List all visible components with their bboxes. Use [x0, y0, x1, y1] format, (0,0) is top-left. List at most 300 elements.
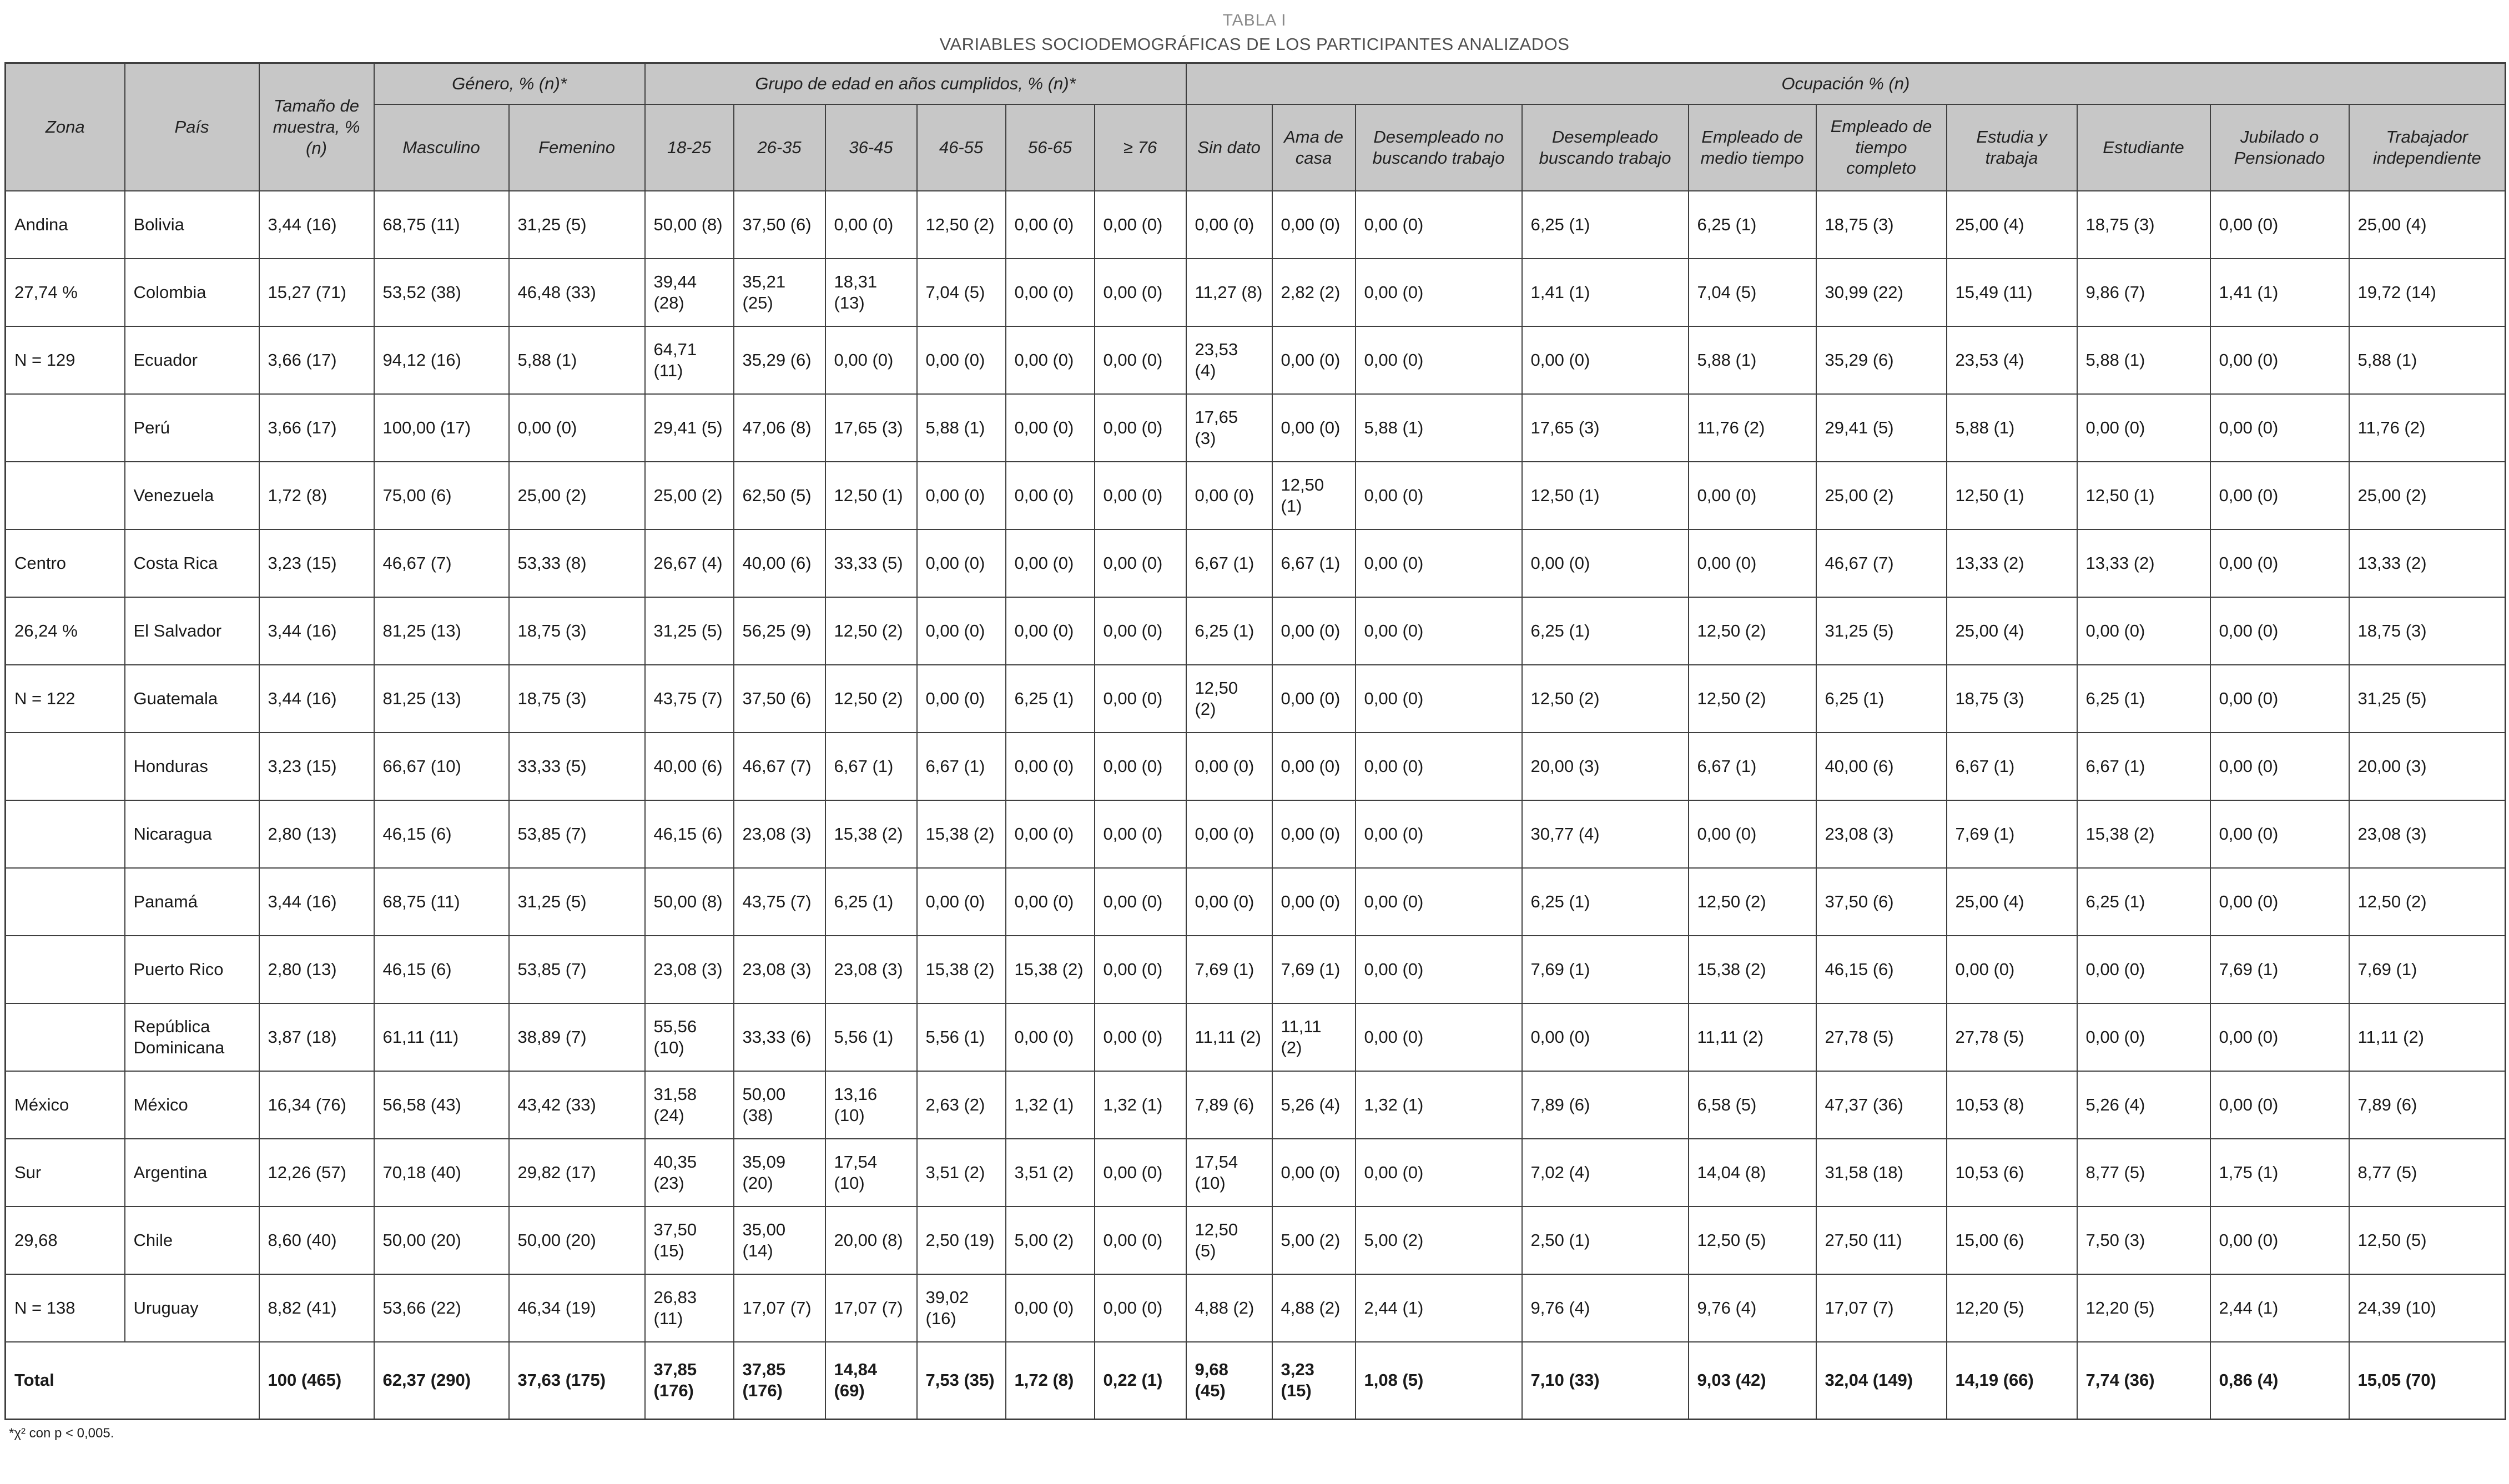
- value-cell: 3,87 (18): [259, 1003, 374, 1071]
- value-cell: 0,00 (0): [1095, 1274, 1186, 1342]
- value-cell: 0,00 (0): [1947, 936, 2077, 1003]
- value-cell: 17,07 (7): [825, 1274, 917, 1342]
- value-cell: 5,00 (2): [1006, 1207, 1095, 1274]
- value-cell: 23,53 (4): [1947, 326, 2077, 394]
- value-cell: 7,50 (3): [2077, 1207, 2210, 1274]
- sociodemographic-table: [4, 62, 2506, 1420]
- value-cell: 18,75 (3): [1816, 191, 1947, 259]
- value-cell: 17,07 (7): [734, 1274, 825, 1342]
- value-cell: 0,00 (0): [1095, 597, 1186, 665]
- value-cell: 25,00 (2): [2349, 462, 2506, 529]
- country-row: [6, 1274, 2506, 1342]
- value-cell: 12,50 (2): [1689, 665, 1816, 733]
- value-cell: 0,00 (0): [1095, 462, 1186, 529]
- value-cell: 3,51 (2): [917, 1139, 1006, 1207]
- value-cell: 38,89 (7): [509, 1003, 645, 1071]
- value-cell: 37,50 (15): [645, 1207, 734, 1274]
- value-cell: 0,00 (0): [917, 868, 1006, 936]
- value-cell: 2,44 (1): [1356, 1274, 1522, 1342]
- value-cell: 7,04 (5): [917, 259, 1006, 326]
- value-cell: 5,00 (2): [1356, 1207, 1522, 1274]
- value-cell: 23,08 (3): [734, 936, 825, 1003]
- col-header-edad-56-65: 56-65: [1006, 104, 1095, 191]
- total-value-cell: 1,08 (5): [1356, 1342, 1522, 1420]
- value-cell: 18,75 (3): [1947, 665, 2077, 733]
- value-cell: 75,00 (6): [374, 462, 509, 529]
- pais-cell: Chile: [125, 1207, 259, 1274]
- value-cell: 0,00 (0): [1006, 1274, 1095, 1342]
- value-cell: 40,35 (23): [645, 1139, 734, 1207]
- value-cell: 25,00 (4): [1947, 868, 2077, 936]
- value-cell: 25,00 (4): [1947, 191, 2077, 259]
- value-cell: 18,75 (3): [509, 597, 645, 665]
- value-cell: 9,76 (4): [1522, 1274, 1689, 1342]
- value-cell: 43,75 (7): [645, 665, 734, 733]
- value-cell: 20,00 (8): [825, 1207, 917, 1274]
- total-value-cell: 0,86 (4): [2210, 1342, 2349, 1420]
- total-value-cell: 32,04 (149): [1816, 1342, 1947, 1420]
- zona-cell: [6, 733, 125, 800]
- value-cell: 46,48 (33): [509, 259, 645, 326]
- value-cell: 31,25 (5): [509, 191, 645, 259]
- col-header-pais: País: [125, 63, 259, 191]
- total-value-cell: 0,22 (1): [1095, 1342, 1186, 1420]
- col-header-tamano: Tamaño de muestra, % (n): [259, 63, 374, 191]
- value-cell: 1,32 (1): [1356, 1071, 1522, 1139]
- value-cell: 64,71 (11): [645, 326, 734, 394]
- value-cell: 0,00 (0): [1006, 394, 1095, 462]
- value-cell: 0,00 (0): [2077, 1003, 2210, 1071]
- value-cell: 13,33 (2): [2349, 529, 2506, 597]
- value-cell: 0,00 (0): [2210, 597, 2349, 665]
- value-cell: 17,54 (10): [1186, 1139, 1272, 1207]
- pais-cell: Ecuador: [125, 326, 259, 394]
- value-cell: 6,67 (1): [1272, 529, 1356, 597]
- pais-cell: Puerto Rico: [125, 936, 259, 1003]
- value-cell: 46,67 (7): [734, 733, 825, 800]
- value-cell: 37,50 (6): [1816, 868, 1947, 936]
- value-cell: 6,25 (1): [1816, 665, 1947, 733]
- pais-cell: Uruguay: [125, 1274, 259, 1342]
- value-cell: 1,32 (1): [1095, 1071, 1186, 1139]
- value-cell: 12,26 (57): [259, 1139, 374, 1207]
- value-cell: 12,50 (1): [1947, 462, 2077, 529]
- value-cell: 29,82 (17): [509, 1139, 645, 1207]
- value-cell: 15,00 (6): [1947, 1207, 2077, 1274]
- value-cell: 25,00 (2): [1816, 462, 1947, 529]
- value-cell: 39,44 (28): [645, 259, 734, 326]
- value-cell: 0,00 (0): [1272, 733, 1356, 800]
- value-cell: 0,00 (0): [917, 529, 1006, 597]
- col-header-ama-de-casa: Ama de casa: [1272, 104, 1356, 191]
- value-cell: 40,00 (6): [1816, 733, 1947, 800]
- value-cell: 43,75 (7): [734, 868, 825, 936]
- value-cell: 35,09 (20): [734, 1139, 825, 1207]
- value-cell: 0,00 (0): [1689, 462, 1816, 529]
- col-header-empleado-medio-tiempo: Empleado de medio tiempo: [1689, 104, 1816, 191]
- value-cell: 5,88 (1): [917, 394, 1006, 462]
- value-cell: 12,50 (1): [1522, 462, 1689, 529]
- value-cell: 7,69 (1): [1272, 936, 1356, 1003]
- value-cell: 7,69 (1): [1522, 936, 1689, 1003]
- value-cell: 30,99 (22): [1816, 259, 1947, 326]
- value-cell: 23,08 (3): [825, 936, 917, 1003]
- value-cell: 17,65 (3): [825, 394, 917, 462]
- value-cell: 0,00 (0): [917, 665, 1006, 733]
- value-cell: 20,00 (3): [1522, 733, 1689, 800]
- value-cell: 12,20 (5): [1947, 1274, 2077, 1342]
- value-cell: 7,69 (1): [2210, 936, 2349, 1003]
- value-cell: 0,00 (0): [2210, 326, 2349, 394]
- value-cell: 0,00 (0): [1095, 868, 1186, 936]
- value-cell: 15,49 (11): [1947, 259, 2077, 326]
- col-header-jubilado: Jubilado o Pensionado: [2210, 104, 2349, 191]
- value-cell: 12,50 (2): [2349, 868, 2506, 936]
- total-value-cell: 9,03 (42): [1689, 1342, 1816, 1420]
- value-cell: 6,25 (1): [1006, 665, 1095, 733]
- value-cell: 46,67 (7): [1816, 529, 1947, 597]
- value-cell: 12,50 (2): [825, 597, 917, 665]
- col-group-genero: Género, % (n)*: [374, 63, 645, 104]
- value-cell: 2,50 (19): [917, 1207, 1006, 1274]
- col-header-desempleado-no-buscando: Desempleado no buscando trabajo: [1356, 104, 1522, 191]
- zona-cell: N = 129: [6, 326, 125, 394]
- value-cell: 31,25 (5): [2349, 665, 2506, 733]
- value-cell: 7,04 (5): [1689, 259, 1816, 326]
- value-cell: 17,65 (3): [1186, 394, 1272, 462]
- zona-cell: Andina: [6, 191, 125, 259]
- value-cell: 5,88 (1): [2077, 326, 2210, 394]
- value-cell: 26,67 (4): [645, 529, 734, 597]
- value-cell: 18,75 (3): [509, 665, 645, 733]
- value-cell: 0,00 (0): [1006, 733, 1095, 800]
- total-value-cell: 15,05 (70): [2349, 1342, 2506, 1420]
- value-cell: 13,16 (10): [825, 1071, 917, 1139]
- value-cell: 50,00 (20): [509, 1207, 645, 1274]
- value-cell: 0,00 (0): [1095, 394, 1186, 462]
- country-row: [6, 529, 2506, 597]
- value-cell: 0,00 (0): [1095, 936, 1186, 1003]
- value-cell: 11,11 (2): [2349, 1003, 2506, 1071]
- value-cell: 23,08 (3): [645, 936, 734, 1003]
- col-header-edad-18-25: 18-25: [645, 104, 734, 191]
- pais-cell: Panamá: [125, 868, 259, 936]
- value-cell: 25,00 (4): [1947, 597, 2077, 665]
- country-row: [6, 733, 2506, 800]
- col-header-trabajador-independiente: Trabajador independiente: [2349, 104, 2506, 191]
- value-cell: 0,00 (0): [917, 597, 1006, 665]
- value-cell: 0,00 (0): [1006, 191, 1095, 259]
- table-body: [6, 191, 2506, 1420]
- value-cell: 0,00 (0): [1356, 1139, 1522, 1207]
- col-header-edad-36-45: 36-45: [825, 104, 917, 191]
- value-cell: 35,21 (25): [734, 259, 825, 326]
- value-cell: 0,00 (0): [1095, 1207, 1186, 1274]
- value-cell: 0,00 (0): [2210, 733, 2349, 800]
- value-cell: 31,25 (5): [645, 597, 734, 665]
- zona-cell: 26,24 %: [6, 597, 125, 665]
- value-cell: 0,00 (0): [1356, 1003, 1522, 1071]
- value-cell: 6,67 (1): [2077, 733, 2210, 800]
- value-cell: 0,00 (0): [1356, 665, 1522, 733]
- value-cell: 17,65 (3): [1522, 394, 1689, 462]
- pais-cell: Bolivia: [125, 191, 259, 259]
- value-cell: 4,88 (2): [1272, 1274, 1356, 1342]
- value-cell: 5,56 (1): [825, 1003, 917, 1071]
- value-cell: 53,52 (38): [374, 259, 509, 326]
- value-cell: 0,00 (0): [1356, 868, 1522, 936]
- value-cell: 0,00 (0): [917, 462, 1006, 529]
- value-cell: 4,88 (2): [1186, 1274, 1272, 1342]
- value-cell: 100,00 (17): [374, 394, 509, 462]
- value-cell: 3,51 (2): [1006, 1139, 1095, 1207]
- value-cell: 0,00 (0): [1356, 733, 1522, 800]
- pais-cell: México: [125, 1071, 259, 1139]
- value-cell: 0,00 (0): [509, 394, 645, 462]
- value-cell: 7,89 (6): [2349, 1071, 2506, 1139]
- value-cell: 53,85 (7): [509, 936, 645, 1003]
- zona-cell: [6, 462, 125, 529]
- value-cell: 0,00 (0): [2210, 462, 2349, 529]
- total-label: Total: [6, 1342, 259, 1420]
- value-cell: 0,00 (0): [1006, 800, 1095, 868]
- value-cell: 94,12 (16): [374, 326, 509, 394]
- value-cell: 61,11 (11): [374, 1003, 509, 1071]
- value-cell: 23,08 (3): [734, 800, 825, 868]
- total-value-cell: 7,10 (33): [1522, 1342, 1689, 1420]
- country-row: [6, 394, 2506, 462]
- value-cell: 43,42 (33): [509, 1071, 645, 1139]
- value-cell: 0,00 (0): [1356, 800, 1522, 868]
- value-cell: 0,00 (0): [1356, 326, 1522, 394]
- value-cell: 15,38 (2): [825, 800, 917, 868]
- header-group-row: [6, 63, 2506, 104]
- value-cell: 0,00 (0): [1272, 800, 1356, 868]
- zona-cell: 27,74 %: [6, 259, 125, 326]
- value-cell: 25,00 (2): [645, 462, 734, 529]
- value-cell: 1,41 (1): [1522, 259, 1689, 326]
- value-cell: 55,56 (10): [645, 1003, 734, 1071]
- value-cell: 0,00 (0): [1272, 326, 1356, 394]
- country-row: [6, 597, 2506, 665]
- col-header-edad-26-35: 26-35: [734, 104, 825, 191]
- value-cell: 0,00 (0): [1006, 259, 1095, 326]
- header-sub-row: [6, 104, 2506, 191]
- value-cell: 18,75 (3): [2077, 191, 2210, 259]
- total-value-cell: 14,19 (66): [1947, 1342, 2077, 1420]
- value-cell: 62,50 (5): [734, 462, 825, 529]
- value-cell: 17,54 (10): [825, 1139, 917, 1207]
- zona-cell: [6, 1003, 125, 1071]
- value-cell: 12,50 (2): [1522, 665, 1689, 733]
- value-cell: 0,00 (0): [1006, 326, 1095, 394]
- value-cell: 8,60 (40): [259, 1207, 374, 1274]
- value-cell: 13,33 (2): [2077, 529, 2210, 597]
- value-cell: 3,23 (15): [259, 529, 374, 597]
- value-cell: 16,34 (76): [259, 1071, 374, 1139]
- value-cell: 0,00 (0): [2210, 191, 2349, 259]
- value-cell: 3,44 (16): [259, 868, 374, 936]
- value-cell: 0,00 (0): [1095, 529, 1186, 597]
- value-cell: 53,33 (8): [509, 529, 645, 597]
- col-header-femenino: Femenino: [509, 104, 645, 191]
- country-row: [6, 665, 2506, 733]
- value-cell: 12,50 (5): [1186, 1207, 1272, 1274]
- value-cell: 0,00 (0): [2077, 394, 2210, 462]
- value-cell: 0,00 (0): [2210, 868, 2349, 936]
- value-cell: 35,29 (6): [1816, 326, 1947, 394]
- value-cell: 7,69 (1): [1186, 936, 1272, 1003]
- pais-cell: República Dominicana: [125, 1003, 259, 1071]
- value-cell: 0,00 (0): [1272, 1139, 1356, 1207]
- pais-cell: Argentina: [125, 1139, 259, 1207]
- col-header-desempleado-buscando: Desempleado buscando trabajo: [1522, 104, 1689, 191]
- value-cell: 35,29 (6): [734, 326, 825, 394]
- value-cell: 50,00 (8): [645, 868, 734, 936]
- total-value-cell: 37,63 (175): [509, 1342, 645, 1420]
- value-cell: 0,00 (0): [1689, 800, 1816, 868]
- total-value-cell: 100 (465): [259, 1342, 374, 1420]
- value-cell: 24,39 (10): [2349, 1274, 2506, 1342]
- total-value-cell: 62,37 (290): [374, 1342, 509, 1420]
- value-cell: 0,00 (0): [2077, 936, 2210, 1003]
- value-cell: 0,00 (0): [1272, 665, 1356, 733]
- table-footnote: *χ² con p < 0,005.: [9, 1426, 114, 1441]
- value-cell: 0,00 (0): [1095, 665, 1186, 733]
- value-cell: 11,27 (8): [1186, 259, 1272, 326]
- pais-cell: Venezuela: [125, 462, 259, 529]
- value-cell: 5,88 (1): [2349, 326, 2506, 394]
- value-cell: 0,00 (0): [1095, 1003, 1186, 1071]
- value-cell: 31,58 (18): [1816, 1139, 1947, 1207]
- country-row: [6, 259, 2506, 326]
- value-cell: 12,50 (2): [1689, 868, 1816, 936]
- value-cell: 27,50 (11): [1816, 1207, 1947, 1274]
- value-cell: 0,00 (0): [1272, 394, 1356, 462]
- value-cell: 81,25 (13): [374, 597, 509, 665]
- value-cell: 7,02 (4): [1522, 1139, 1689, 1207]
- value-cell: 3,66 (17): [259, 326, 374, 394]
- value-cell: 8,77 (5): [2349, 1139, 2506, 1207]
- value-cell: 0,00 (0): [1356, 936, 1522, 1003]
- value-cell: 10,53 (8): [1947, 1071, 2077, 1139]
- value-cell: 5,56 (1): [917, 1003, 1006, 1071]
- value-cell: 0,00 (0): [1006, 462, 1095, 529]
- value-cell: 50,00 (8): [645, 191, 734, 259]
- value-cell: 12,50 (1): [825, 462, 917, 529]
- value-cell: 0,00 (0): [1006, 529, 1095, 597]
- value-cell: 6,67 (1): [1689, 733, 1816, 800]
- value-cell: 0,00 (0): [1186, 868, 1272, 936]
- value-cell: 0,00 (0): [825, 326, 917, 394]
- col-header-edad-46-55: 46-55: [917, 104, 1006, 191]
- value-cell: 14,04 (8): [1689, 1139, 1816, 1207]
- value-cell: 0,00 (0): [1186, 733, 1272, 800]
- value-cell: 37,50 (6): [734, 191, 825, 259]
- value-cell: 29,41 (5): [645, 394, 734, 462]
- value-cell: 70,18 (40): [374, 1139, 509, 1207]
- value-cell: 23,08 (3): [2349, 800, 2506, 868]
- value-cell: 0,00 (0): [1522, 529, 1689, 597]
- value-cell: 0,00 (0): [1522, 1003, 1689, 1071]
- value-cell: 3,44 (16): [259, 597, 374, 665]
- value-cell: 6,58 (5): [1689, 1071, 1816, 1139]
- value-cell: 53,66 (22): [374, 1274, 509, 1342]
- table-caption: [4, 11, 2505, 54]
- value-cell: 0,00 (0): [1356, 191, 1522, 259]
- value-cell: 1,72 (8): [259, 462, 374, 529]
- value-cell: 0,00 (0): [1356, 529, 1522, 597]
- value-cell: 0,00 (0): [1689, 529, 1816, 597]
- value-cell: 8,82 (41): [259, 1274, 374, 1342]
- col-header-estudiante: Estudiante: [2077, 104, 2210, 191]
- value-cell: 0,00 (0): [2210, 800, 2349, 868]
- value-cell: 3,23 (15): [259, 733, 374, 800]
- value-cell: 46,15 (6): [374, 936, 509, 1003]
- value-cell: 26,83 (11): [645, 1274, 734, 1342]
- value-cell: 31,25 (5): [1816, 597, 1947, 665]
- value-cell: 8,77 (5): [2077, 1139, 2210, 1207]
- value-cell: 13,33 (2): [1947, 529, 2077, 597]
- zona-cell: [6, 936, 125, 1003]
- value-cell: 39,02 (16): [917, 1274, 1006, 1342]
- value-cell: 6,67 (1): [1947, 733, 2077, 800]
- col-header-sin-dato: Sin dato: [1186, 104, 1272, 191]
- value-cell: 12,50 (2): [917, 191, 1006, 259]
- col-header-estudia-y-trabaja: Estudia y trabaja: [1947, 104, 2077, 191]
- zona-cell: [6, 868, 125, 936]
- value-cell: 0,00 (0): [1356, 462, 1522, 529]
- country-row: [6, 868, 2506, 936]
- value-cell: 9,86 (7): [2077, 259, 2210, 326]
- value-cell: 12,50 (2): [1689, 597, 1816, 665]
- value-cell: 19,72 (14): [2349, 259, 2506, 326]
- table-number: TABLA I: [1222, 11, 1287, 29]
- value-cell: 7,89 (6): [1186, 1071, 1272, 1139]
- value-cell: 0,00 (0): [1006, 868, 1095, 936]
- value-cell: 33,33 (5): [509, 733, 645, 800]
- col-header-edad-76: ≥ 76: [1095, 104, 1186, 191]
- total-value-cell: 9,68 (45): [1186, 1342, 1272, 1420]
- value-cell: 23,53 (4): [1186, 326, 1272, 394]
- country-row: [6, 1071, 2506, 1139]
- value-cell: 5,88 (1): [1947, 394, 2077, 462]
- value-cell: 33,33 (6): [734, 1003, 825, 1071]
- value-cell: 0,00 (0): [2210, 1071, 2349, 1139]
- value-cell: 0,00 (0): [825, 191, 917, 259]
- value-cell: 5,88 (1): [509, 326, 645, 394]
- value-cell: 7,89 (6): [1522, 1071, 1689, 1139]
- total-value-cell: 37,85 (176): [645, 1342, 734, 1420]
- value-cell: 15,27 (71): [259, 259, 374, 326]
- value-cell: 3,44 (16): [259, 191, 374, 259]
- value-cell: 0,00 (0): [1186, 191, 1272, 259]
- col-header-zona: Zona: [6, 63, 125, 191]
- value-cell: 2,80 (13): [259, 800, 374, 868]
- value-cell: 0,00 (0): [1272, 597, 1356, 665]
- col-group-ocupacion: Ocupación % (n): [1186, 63, 2506, 104]
- value-cell: 15,38 (2): [1006, 936, 1095, 1003]
- value-cell: 12,20 (5): [2077, 1274, 2210, 1342]
- value-cell: 35,00 (14): [734, 1207, 825, 1274]
- value-cell: 5,88 (1): [1689, 326, 1816, 394]
- pais-cell: Nicaragua: [125, 800, 259, 868]
- value-cell: 0,00 (0): [1522, 326, 1689, 394]
- value-cell: 31,58 (24): [645, 1071, 734, 1139]
- total-value-cell: 7,74 (36): [2077, 1342, 2210, 1420]
- value-cell: 23,08 (3): [1816, 800, 1947, 868]
- value-cell: 30,77 (4): [1522, 800, 1689, 868]
